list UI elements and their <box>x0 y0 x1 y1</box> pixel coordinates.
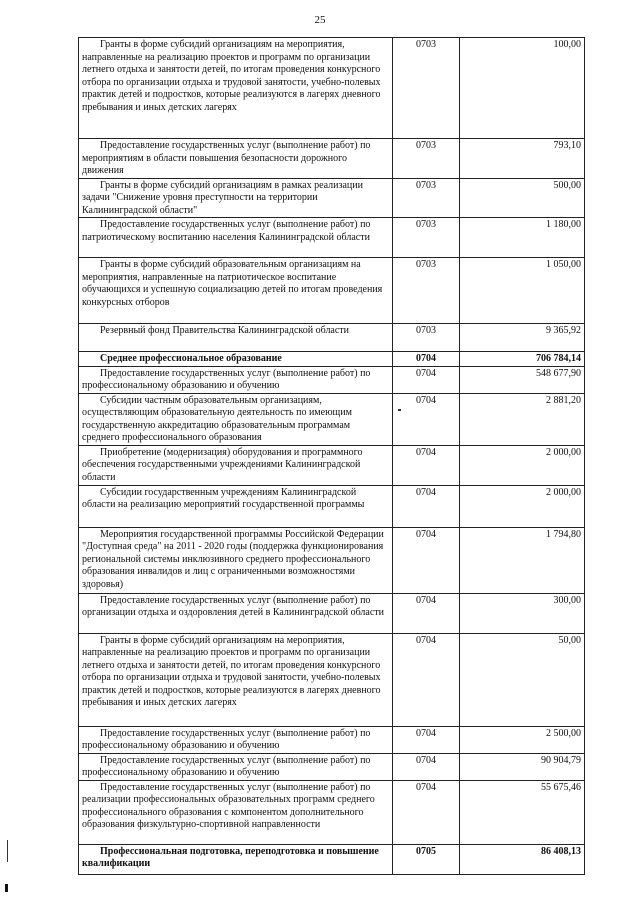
row-amount: 9 365,92 <box>460 324 585 352</box>
row-description: Мероприятия государственной программы Российской Федерации "Доступная среда" на 2011 - 2020 годы (поддержка функционирования региональной системы инклюзивного среднего профессионального образования инвалидов и лиц с ограниченными возможностями здоровья) <box>82 528 384 590</box>
row-amount: 90 904,79 <box>460 753 585 780</box>
row-amount: 793,10 <box>460 139 585 179</box>
row-code: 0703 <box>393 139 460 179</box>
row-amount: 50,00 <box>460 633 585 726</box>
table-row <box>79 324 585 352</box>
row-description: Резервный фонд Правительства Калининградской области <box>100 325 350 336</box>
row-code: 0703 <box>393 258 460 324</box>
table-row <box>79 445 585 485</box>
row-description: Предоставление государственных услуг (выполнение работ) по организации отдыха и оздоровления детей в Калининградской области <box>82 594 385 618</box>
table-row <box>79 593 585 633</box>
row-code: 0703 <box>393 178 460 218</box>
row-description: Гранты в форме субсидий организациям на мероприятия, направленные на реализацию проектов и программ по организации летнего отдыха и занятости детей, по итогам проведения конкурсного отбора по организации отдыха и трудовой занятости, учебно-полевых практик детей и подростков, которые реализуются в лагерях дневного пребывания и иных детских лагерях <box>82 39 381 113</box>
section-title: Среднее профессиональное образование <box>100 353 282 364</box>
row-description: Субсидии частным образовательным организациям, осуществляющим образовательную деятельность по имеющим государственную аккредитацию образовательным программам среднего профессионального образования <box>82 394 352 443</box>
row-amount: 500,00 <box>460 178 585 218</box>
table-row <box>79 393 585 445</box>
row-description: Субсидии государственным учреждениям Калининградской области на реализацию мероприятий государственной программы <box>82 486 365 510</box>
table-row <box>79 139 585 179</box>
row-description: Гранты в форме субсидий образовательным организациям на мероприятия, направленные на патриотическое воспитание обучающихся и успешную социализацию детей по итогам проведения конкурсных отборов <box>82 259 383 308</box>
table-row <box>79 218 585 258</box>
row-description: Гранты в форме субсидий организациям в рамках реализации задачи "Снижение уровня преступности на территории Калининградской области" <box>82 179 363 216</box>
row-amount: 100,00 <box>460 38 585 139</box>
row-amount: 548 677,90 <box>460 366 585 393</box>
row-description: Гранты в форме субсидий организациям на мероприятия, направленные на реализацию проектов и программ по организации летнего отдыха и занятости детей, по итогам проведения конкурсного отбора по организации отдыха и трудовой занятости, учебно-полевых практик детей и подростков, которые реализуются в лагерях дневного пребывания и иных детских лагерях <box>82 634 381 708</box>
scan-tick-mark <box>398 409 401 411</box>
row-code: 0704 <box>393 633 460 726</box>
row-description: Предоставление государственных услуг (выполнение работ) по мероприятиям в области повышения безопасности дорожного движения <box>82 140 371 176</box>
row-amount: 1 050,00 <box>460 258 585 324</box>
row-amount: 2 500,00 <box>460 726 585 753</box>
row-amount: 300,00 <box>460 593 585 633</box>
row-code: 0703 <box>393 324 460 352</box>
row-description: Предоставление государственных услуг (выполнение работ) по патриотическому воспитанию населения Калининградской области <box>82 219 371 243</box>
budget-table <box>78 37 585 875</box>
scan-edge-mark <box>5 884 8 892</box>
section-amount: 706 784,14 <box>460 352 585 367</box>
section-code: 0704 <box>393 352 460 367</box>
row-description: Предоставление государственных услуг (выполнение работ) по профессиональному образованию и обучению <box>82 754 371 778</box>
table-row <box>79 38 585 139</box>
row-code: 0703 <box>393 38 460 139</box>
page-number: 25 <box>314 14 326 26</box>
table-row <box>79 726 585 753</box>
table-row <box>79 366 585 393</box>
row-code: 0704 <box>393 527 460 593</box>
row-description: Предоставление государственных услуг (выполнение работ) по реализации профессиональных образовательных программ среднего профессионального образования с компонентом дополнительного образования физкультурно-спортивной направленности <box>82 781 375 830</box>
section-title: Профессиональная подготовка, переподготовка и повышение квалификации <box>82 845 379 869</box>
row-code: 0704 <box>393 726 460 753</box>
section-code: 0705 <box>393 844 460 874</box>
row-description: Предоставление государственных услуг (выполнение работ) по профессиональному образованию и обучению <box>82 367 371 391</box>
row-amount: 2 000,00 <box>460 445 585 485</box>
row-description: Приобретение (модернизация) оборудования и программного обеспечения государственными учреждениями Калининградской области <box>82 446 363 483</box>
table-row <box>79 485 585 527</box>
row-code: 0703 <box>393 218 460 258</box>
row-description: Предоставление государственных услуг (выполнение работ) по профессиональному образованию и обучению <box>82 727 371 751</box>
scan-edge-mark <box>7 840 8 862</box>
row-code: 0704 <box>393 485 460 527</box>
table-row <box>79 780 585 844</box>
row-amount: 2 000,00 <box>460 485 585 527</box>
row-amount: 1 180,00 <box>460 218 585 258</box>
row-code: 0704 <box>393 753 460 780</box>
table-row <box>79 633 585 726</box>
table-row <box>79 178 585 218</box>
row-amount: 1 794,80 <box>460 527 585 593</box>
table-row <box>79 258 585 324</box>
table-row-section <box>79 352 585 367</box>
table-row-section <box>79 844 585 874</box>
row-code: 0704 <box>393 593 460 633</box>
row-code: 0704 <box>393 445 460 485</box>
row-code: 0704 <box>393 393 460 445</box>
row-code: 0704 <box>393 780 460 844</box>
table-row <box>79 527 585 593</box>
row-amount: 2 881,20 <box>460 393 585 445</box>
row-code: 0704 <box>393 366 460 393</box>
row-amount: 55 675,46 <box>460 780 585 844</box>
section-amount: 86 408,13 <box>460 844 585 874</box>
table-row <box>79 753 585 780</box>
